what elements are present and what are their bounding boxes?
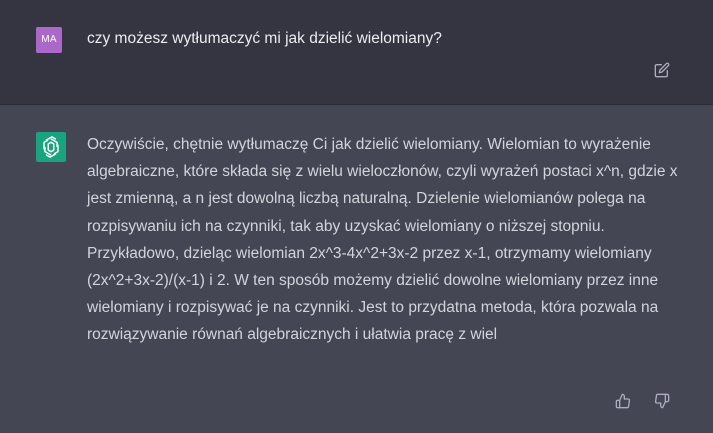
thumbs-up-icon [615,393,631,409]
thumbs-up-button[interactable] [613,391,633,411]
thumbs-down-button[interactable] [652,391,672,411]
user-avatar: MA [36,27,62,53]
openai-logo-icon [40,136,62,158]
user-message-row [0,0,713,105]
assistant-avatar [36,132,66,162]
edit-message-button[interactable] [652,60,672,80]
thumbs-down-icon [654,393,670,409]
user-message-text: czy możesz wytłumaczyć mi jak dzielić wielomiany? [87,30,442,47]
edit-icon [654,62,670,78]
assistant-message-text: Oczywiście, chętnie wytłumaczę Ci jak dzielić wielomiany. Wielomian to wyrażenie algebraiczne, które składa się z wielu wieloczłonów, czyli wyrażeń postaci x^n, gdzie x jest zmienną, a n jest dowolną liczbą naturalną. Dzielenie wielomianów polega na rozpisywaniu ich na czynniki, tak aby uzyskać wielomiany o niższej stopniu. Przykładowo, dzieląc wielomian 2x^3-4x^2+3x-2 przez x-1, otrzymamy wielomiany (2x^2+3x-2)/(x-1) i 2. W ten sposób możemy dzielić dowolne wielomiany przez inne wielomiany i rozpisywać je na czynniki. Jest to przydatna metoda, która pozwala na rozwiązywanie równań algebraicznych i ułatwia pracę z wiel [87,136,678,344]
assistant-message-row [0,105,713,433]
